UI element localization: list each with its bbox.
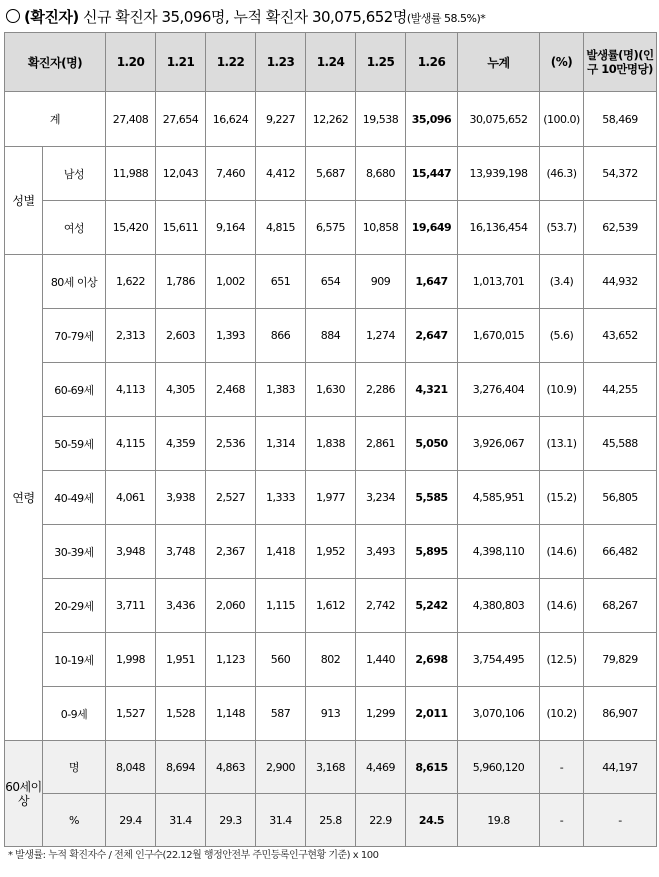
value-cell: (14.6) bbox=[540, 525, 584, 579]
header-row bbox=[5, 33, 657, 92]
table-row bbox=[5, 687, 657, 741]
value-cell: 4,305 bbox=[156, 363, 206, 417]
value-cell: 45,588 bbox=[584, 417, 657, 471]
value-cell: 24.5 bbox=[406, 794, 458, 847]
value-cell: 654 bbox=[306, 255, 356, 309]
table-row bbox=[5, 794, 657, 847]
heading-prefix: (확진자) bbox=[24, 8, 79, 26]
value-cell: 35,096 bbox=[406, 92, 458, 147]
value-cell: 802 bbox=[306, 633, 356, 687]
value-cell: 2,313 bbox=[106, 309, 156, 363]
row-label: % bbox=[43, 794, 106, 847]
page-heading bbox=[6, 4, 485, 30]
value-cell: 27,654 bbox=[156, 92, 206, 147]
group-label-age: 연령 bbox=[5, 255, 43, 741]
value-cell: 4,061 bbox=[106, 471, 156, 525]
value-cell: 44,197 bbox=[584, 741, 657, 794]
value-cell: 15,611 bbox=[156, 201, 206, 255]
row-label: 10-19세 bbox=[43, 633, 106, 687]
value-cell: (10.9) bbox=[540, 363, 584, 417]
value-cell: 1,670,015 bbox=[458, 309, 540, 363]
value-cell: 1,148 bbox=[206, 687, 256, 741]
value-cell: 1,299 bbox=[356, 687, 406, 741]
table-row bbox=[5, 92, 657, 147]
header-cell: 확진자(명) bbox=[5, 33, 106, 92]
cases-table bbox=[4, 32, 657, 847]
value-cell: 86,907 bbox=[584, 687, 657, 741]
table-row bbox=[5, 147, 657, 201]
value-cell: 66,482 bbox=[584, 525, 657, 579]
value-cell: 1,630 bbox=[306, 363, 356, 417]
value-cell: (53.7) bbox=[540, 201, 584, 255]
row-label: 계 bbox=[5, 92, 106, 147]
value-cell: 2,060 bbox=[206, 579, 256, 633]
row-label: 50-59세 bbox=[43, 417, 106, 471]
table-row bbox=[5, 471, 657, 525]
value-cell: 2,742 bbox=[356, 579, 406, 633]
value-cell: 29.4 bbox=[106, 794, 156, 847]
value-cell: 15,420 bbox=[106, 201, 156, 255]
value-cell: (15.2) bbox=[540, 471, 584, 525]
value-cell: 10,858 bbox=[356, 201, 406, 255]
value-cell: - bbox=[584, 794, 657, 847]
value-cell: 1,440 bbox=[356, 633, 406, 687]
value-cell: 4,380,803 bbox=[458, 579, 540, 633]
value-cell: 1,274 bbox=[356, 309, 406, 363]
value-cell: 3,276,404 bbox=[458, 363, 540, 417]
value-cell: 1,393 bbox=[206, 309, 256, 363]
value-cell: 4,113 bbox=[106, 363, 156, 417]
value-cell: 587 bbox=[256, 687, 306, 741]
value-cell: 4,863 bbox=[206, 741, 256, 794]
value-cell: 44,255 bbox=[584, 363, 657, 417]
value-cell: 19.8 bbox=[458, 794, 540, 847]
row-label: 60-69세 bbox=[43, 363, 106, 417]
circle-bullet-icon bbox=[6, 9, 20, 23]
table-row bbox=[5, 201, 657, 255]
row-label: 40-49세 bbox=[43, 471, 106, 525]
value-cell: - bbox=[540, 794, 584, 847]
value-cell: 5,895 bbox=[406, 525, 458, 579]
value-cell: 2,286 bbox=[356, 363, 406, 417]
value-cell: 25.8 bbox=[306, 794, 356, 847]
value-cell: 3,754,495 bbox=[458, 633, 540, 687]
value-cell: 15,447 bbox=[406, 147, 458, 201]
value-cell: 2,468 bbox=[206, 363, 256, 417]
value-cell: 3,711 bbox=[106, 579, 156, 633]
group-label-sex: 성별 bbox=[5, 147, 43, 255]
value-cell: 1,123 bbox=[206, 633, 256, 687]
value-cell: 12,262 bbox=[306, 92, 356, 147]
header-cell: 1.21 bbox=[156, 33, 206, 92]
footnote: * 발생률: 누적 확진자수 / 전체 인구수(22.12월 행정안전부 주민등록인구현황 기준) x 100 bbox=[8, 850, 379, 861]
value-cell: 27,408 bbox=[106, 92, 156, 147]
table-row bbox=[5, 363, 657, 417]
row-label: 80세 이상 bbox=[43, 255, 106, 309]
value-cell: 3,948 bbox=[106, 525, 156, 579]
value-cell: 4,585,951 bbox=[458, 471, 540, 525]
row-label: 0-9세 bbox=[43, 687, 106, 741]
value-cell: 4,321 bbox=[406, 363, 458, 417]
value-cell: 1,314 bbox=[256, 417, 306, 471]
value-cell: 2,698 bbox=[406, 633, 458, 687]
row-label: 여성 bbox=[43, 201, 106, 255]
value-cell: 11,988 bbox=[106, 147, 156, 201]
heading-text: 신규 확진자 35,096명, 누적 확진자 30,075,652명 bbox=[78, 8, 407, 26]
value-cell: (3.4) bbox=[540, 255, 584, 309]
value-cell: 2,536 bbox=[206, 417, 256, 471]
value-cell: 5,687 bbox=[306, 147, 356, 201]
value-cell: 3,436 bbox=[156, 579, 206, 633]
value-cell: 1,612 bbox=[306, 579, 356, 633]
value-cell: 5,050 bbox=[406, 417, 458, 471]
value-cell: 1,383 bbox=[256, 363, 306, 417]
value-cell: 2,011 bbox=[406, 687, 458, 741]
value-cell: 12,043 bbox=[156, 147, 206, 201]
value-cell: 68,267 bbox=[584, 579, 657, 633]
header-cell: (%) bbox=[540, 33, 584, 92]
value-cell: 5,960,120 bbox=[458, 741, 540, 794]
header-cell: 1.26 bbox=[406, 33, 458, 92]
value-cell: 3,926,067 bbox=[458, 417, 540, 471]
row-label: 명 bbox=[43, 741, 106, 794]
value-cell: 13,939,198 bbox=[458, 147, 540, 201]
row-label: 20-29세 bbox=[43, 579, 106, 633]
header-cell: 1.25 bbox=[356, 33, 406, 92]
value-cell: (12.5) bbox=[540, 633, 584, 687]
value-cell: (13.1) bbox=[540, 417, 584, 471]
table-row bbox=[5, 633, 657, 687]
value-cell: 3,938 bbox=[156, 471, 206, 525]
value-cell: 4,398,110 bbox=[458, 525, 540, 579]
value-cell: 2,861 bbox=[356, 417, 406, 471]
value-cell: 1,418 bbox=[256, 525, 306, 579]
row-label: 30-39세 bbox=[43, 525, 106, 579]
value-cell: 1,838 bbox=[306, 417, 356, 471]
value-cell: 31.4 bbox=[256, 794, 306, 847]
value-cell: 866 bbox=[256, 309, 306, 363]
table-row bbox=[5, 309, 657, 363]
value-cell: 8,048 bbox=[106, 741, 156, 794]
value-cell: 909 bbox=[356, 255, 406, 309]
header-cell: 1.24 bbox=[306, 33, 356, 92]
value-cell: 30,075,652 bbox=[458, 92, 540, 147]
value-cell: 56,805 bbox=[584, 471, 657, 525]
value-cell: 5,242 bbox=[406, 579, 458, 633]
value-cell: 1,333 bbox=[256, 471, 306, 525]
value-cell: (14.6) bbox=[540, 579, 584, 633]
value-cell: 1,977 bbox=[306, 471, 356, 525]
header-cell: 1.20 bbox=[106, 33, 156, 92]
value-cell: 2,603 bbox=[156, 309, 206, 363]
value-cell: 1,002 bbox=[206, 255, 256, 309]
value-cell: 2,527 bbox=[206, 471, 256, 525]
value-cell: 560 bbox=[256, 633, 306, 687]
table-row bbox=[5, 417, 657, 471]
value-cell: 79,829 bbox=[584, 633, 657, 687]
value-cell: 7,460 bbox=[206, 147, 256, 201]
value-cell: 8,694 bbox=[156, 741, 206, 794]
value-cell: (46.3) bbox=[540, 147, 584, 201]
heading-rate: (발생률 58.5%)* bbox=[406, 12, 486, 25]
value-cell: 8,615 bbox=[406, 741, 458, 794]
value-cell: 22.9 bbox=[356, 794, 406, 847]
value-cell: 3,234 bbox=[356, 471, 406, 525]
value-cell: 1,647 bbox=[406, 255, 458, 309]
table-row bbox=[5, 579, 657, 633]
value-cell: 58,469 bbox=[584, 92, 657, 147]
value-cell: 2,647 bbox=[406, 309, 458, 363]
value-cell: 62,539 bbox=[584, 201, 657, 255]
value-cell: - bbox=[540, 741, 584, 794]
header-cell: 1.23 bbox=[256, 33, 306, 92]
value-cell: (5.6) bbox=[540, 309, 584, 363]
value-cell: 29.3 bbox=[206, 794, 256, 847]
value-cell: 4,469 bbox=[356, 741, 406, 794]
table-row bbox=[5, 525, 657, 579]
value-cell: 1,013,701 bbox=[458, 255, 540, 309]
value-cell: 9,164 bbox=[206, 201, 256, 255]
value-cell: 1,951 bbox=[156, 633, 206, 687]
row-label: 남성 bbox=[43, 147, 106, 201]
value-cell: 54,372 bbox=[584, 147, 657, 201]
value-cell: 3,168 bbox=[306, 741, 356, 794]
table-row bbox=[5, 741, 657, 794]
value-cell: 16,136,454 bbox=[458, 201, 540, 255]
value-cell: 5,585 bbox=[406, 471, 458, 525]
value-cell: 1,952 bbox=[306, 525, 356, 579]
value-cell: 2,900 bbox=[256, 741, 306, 794]
group-label-age60: 60세이상 bbox=[5, 741, 43, 847]
value-cell: 1,622 bbox=[106, 255, 156, 309]
value-cell: 4,359 bbox=[156, 417, 206, 471]
value-cell: (100.0) bbox=[540, 92, 584, 147]
value-cell: 3,748 bbox=[156, 525, 206, 579]
value-cell: 8,680 bbox=[356, 147, 406, 201]
row-label: 70-79세 bbox=[43, 309, 106, 363]
value-cell: 884 bbox=[306, 309, 356, 363]
value-cell: 1,528 bbox=[156, 687, 206, 741]
value-cell: 1,527 bbox=[106, 687, 156, 741]
value-cell: 1,786 bbox=[156, 255, 206, 309]
value-cell: (10.2) bbox=[540, 687, 584, 741]
value-cell: 2,367 bbox=[206, 525, 256, 579]
value-cell: 1,115 bbox=[256, 579, 306, 633]
header-cell: 1.22 bbox=[206, 33, 256, 92]
value-cell: 9,227 bbox=[256, 92, 306, 147]
value-cell: 913 bbox=[306, 687, 356, 741]
value-cell: 1,998 bbox=[106, 633, 156, 687]
value-cell: 16,624 bbox=[206, 92, 256, 147]
table-row bbox=[5, 255, 657, 309]
value-cell: 4,815 bbox=[256, 201, 306, 255]
value-cell: 4,115 bbox=[106, 417, 156, 471]
value-cell: 44,932 bbox=[584, 255, 657, 309]
value-cell: 19,649 bbox=[406, 201, 458, 255]
value-cell: 651 bbox=[256, 255, 306, 309]
header-cell: 누계 bbox=[458, 33, 540, 92]
value-cell: 3,070,106 bbox=[458, 687, 540, 741]
value-cell: 3,493 bbox=[356, 525, 406, 579]
header-cell: 발생률(명)(인구 10만명당) bbox=[584, 33, 657, 92]
value-cell: 43,652 bbox=[584, 309, 657, 363]
value-cell: 6,575 bbox=[306, 201, 356, 255]
value-cell: 4,412 bbox=[256, 147, 306, 201]
value-cell: 19,538 bbox=[356, 92, 406, 147]
value-cell: 31.4 bbox=[156, 794, 206, 847]
